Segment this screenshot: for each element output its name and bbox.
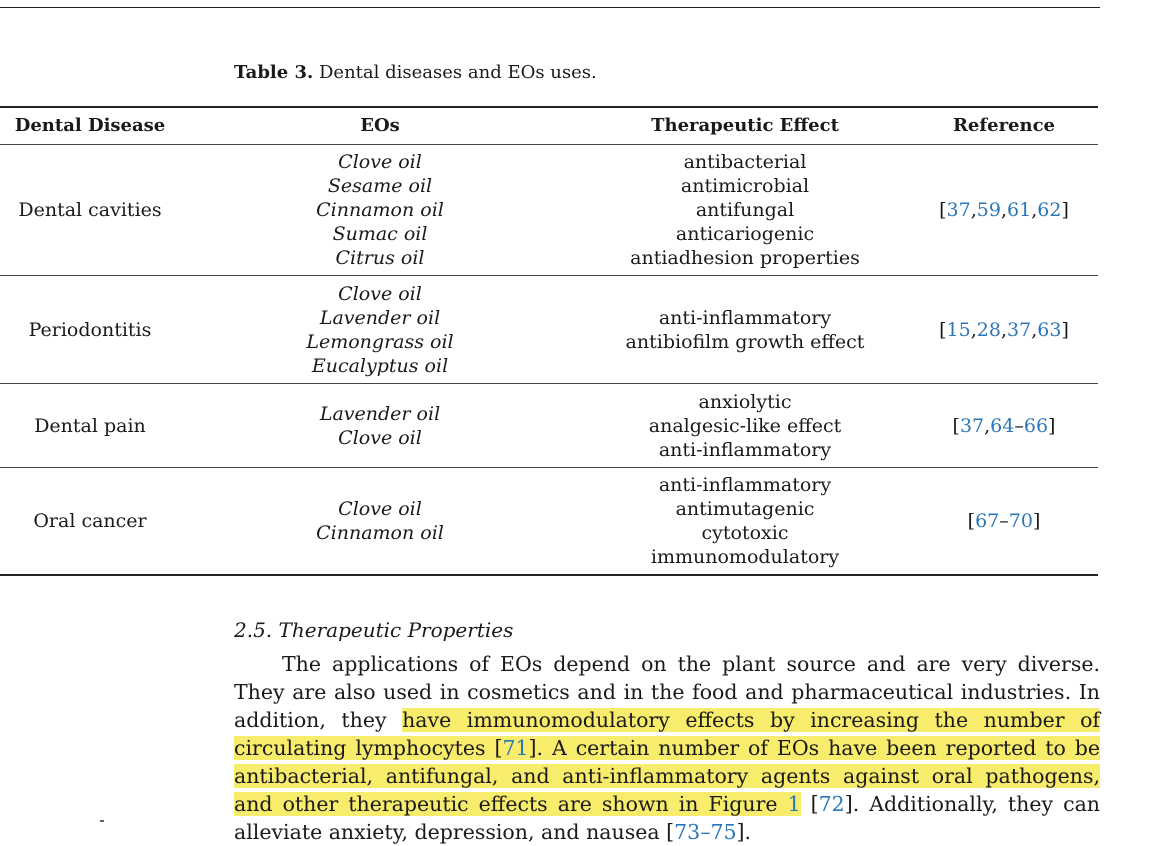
text-run: ]. [736, 820, 752, 844]
effect-item: anticariogenic [675, 223, 815, 245]
eo-item: Lavender oil [319, 306, 441, 329]
stray-mark [100, 820, 104, 822]
eo-item: Clove oil [338, 498, 422, 520]
eo-item: Cinnamon oil [316, 199, 444, 221]
eo-item: Clove oil [338, 426, 422, 449]
figure-link[interactable]: 1 [787, 792, 801, 816]
reference-cell [910, 319, 1098, 341]
eo-item: Citrus oil [335, 247, 425, 269]
eos-cell [180, 150, 580, 270]
top-rule [0, 7, 1100, 8]
effect-item: anti-inflammatory [658, 306, 832, 329]
separator: , [970, 199, 977, 221]
separator: , [1031, 199, 1038, 221]
table-row [0, 384, 1098, 468]
bracket: [ [939, 199, 947, 221]
dental-table [0, 106, 1098, 576]
table-row [0, 276, 1098, 384]
citation-link[interactable]: 37 [959, 414, 985, 437]
disease-cell: Oral cancer [33, 510, 147, 532]
table-row [0, 468, 1098, 574]
table-header [0, 108, 1098, 145]
effect-item: immunomodulatory [650, 546, 840, 568]
eo-item: Clove oil [338, 151, 422, 173]
disease-cell: Periodontitis [28, 318, 152, 341]
reference-cell [910, 199, 1098, 221]
effect-cell [580, 306, 910, 354]
separator: , [984, 414, 991, 437]
header-eos: EOs [360, 115, 400, 136]
eo-item: Sesame oil [327, 175, 433, 197]
bracket: ] [1061, 318, 1069, 341]
effect-item: anti-inflammatory [658, 438, 832, 461]
citation-link[interactable]: 28 [976, 318, 1001, 341]
citation-link[interactable]: 61 [1007, 199, 1032, 221]
caption-text: Dental diseases and EOs uses. [313, 62, 597, 83]
caption-label: Table 3. [234, 62, 314, 83]
eo-item: Clove oil [338, 282, 422, 305]
disease-cell: Dental pain [34, 414, 146, 437]
effect-item: analgesic-like effect [648, 414, 842, 437]
effect-item: antiadhesion properties [630, 247, 860, 269]
citation-link[interactable]: 66 [1023, 414, 1049, 437]
text-run: ]. A certain number of EOs have been reported to be antibacterial, antifungal, and anti-inflammatory agents against oral pathogens, and other therapeutic effects are shown in Figure [234, 736, 1101, 816]
eo-item: Lavender oil [319, 402, 441, 425]
header-effect: Therapeutic Effect [651, 115, 839, 136]
citation-link[interactable]: 71 [502, 736, 529, 760]
paragraph-text [234, 650, 1100, 846]
effect-item: anxiolytic [698, 390, 792, 413]
text-run: have immunomodulatory effects by increasing the number of circulating lymphocytes [ [234, 708, 1100, 760]
disease-cell: Dental cavities [18, 199, 162, 221]
eo-item: Sumac oil [332, 223, 428, 245]
effect-cell [580, 473, 910, 569]
effect-item: antimutagenic [675, 498, 815, 520]
table-caption [234, 62, 597, 83]
citation-link[interactable]: 67 [975, 510, 1000, 532]
eo-item: Lemongrass oil [306, 330, 454, 353]
bracket: [ [939, 318, 947, 341]
effect-item: cytotoxic [701, 522, 789, 544]
citation-link[interactable]: 72 [818, 792, 845, 816]
text-run: [ [800, 792, 819, 816]
eo-item: Eucalyptus oil [311, 354, 449, 377]
citation-link[interactable]: 70 [1008, 510, 1033, 532]
bracket: ] [1048, 414, 1056, 437]
bracket: ] [1032, 510, 1041, 532]
citation-link[interactable]: 59 [976, 199, 1001, 221]
effect-item: antibacterial [683, 151, 807, 173]
effect-item: antibiofilm growth effect [625, 330, 865, 353]
bracket: [ [952, 414, 960, 437]
header-disease: Dental Disease [14, 115, 166, 136]
table-row [0, 145, 1098, 276]
bracket: [ [967, 510, 976, 532]
separator: – [1014, 414, 1024, 437]
citation-link[interactable]: 73 [674, 820, 701, 844]
effect-item: antifungal [695, 199, 795, 221]
body-paragraph [234, 650, 1100, 846]
separator: , [1031, 318, 1038, 341]
eos-cell [180, 402, 580, 450]
effect-cell [580, 150, 910, 270]
reference-cell [910, 415, 1098, 437]
bracket: ] [1061, 199, 1069, 221]
separator: , [970, 318, 977, 341]
effect-item: anti-inflammatory [658, 474, 832, 496]
text-run: The applications of EOs depend on the plant source and are very diverse. They are also used in cosmetics and in the food and pharmaceutical industries. In addition, they [234, 652, 1100, 732]
separator: , [1000, 318, 1008, 341]
separator: – [999, 510, 1009, 532]
citation-link[interactable]: 37 [946, 199, 971, 221]
eos-cell [180, 497, 580, 545]
citation-link[interactable]: 75 [710, 820, 737, 844]
separator: , [1000, 199, 1008, 221]
citation-link[interactable]: 64 [990, 414, 1015, 437]
reference-cell [910, 510, 1098, 532]
citation-link[interactable]: 62 [1037, 199, 1062, 221]
citation-link[interactable]: 37 [1007, 318, 1032, 341]
effect-cell [580, 390, 910, 462]
text-run: ]. Additionally, they can alleviate anxiety, depression, and nausea [ [234, 792, 1100, 844]
dash: – [700, 820, 711, 844]
citation-link[interactable]: 63 [1037, 318, 1062, 341]
eos-cell [180, 282, 580, 378]
section-title: 2.5. Therapeutic Properties [234, 618, 514, 642]
citation-link[interactable]: 15 [946, 318, 971, 341]
eo-item: Cinnamon oil [316, 522, 444, 544]
effect-item: antimicrobial [680, 175, 810, 197]
header-reference: Reference [952, 115, 1056, 136]
